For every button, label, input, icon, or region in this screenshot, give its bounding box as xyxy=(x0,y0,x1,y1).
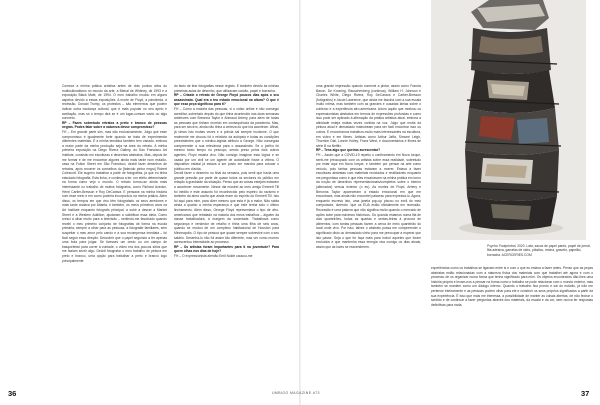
magazine-issue-label: UMBIGO MAGAZINE #73 xyxy=(272,391,320,395)
artwork-photo xyxy=(431,0,586,240)
page-number-right: 37 xyxy=(581,389,590,398)
caption-details: nd, 2020. Lata, sacos de papel pardo, papel de jornal, fita adesiva, garrafas de vidro, plástico, resina, graveto, papelão, borracha. ACERCERIES.COM xyxy=(487,244,591,257)
interview-paragraph: do facto de tirar fotografias nesse registo. E também devido às minhas primeiras aulas de desenho, que utilizavam carvão, papel e borracha. xyxy=(174,84,279,93)
interview-paragraph: uma grande impressão quando comecei a pintar, assim como Francis Bacon, De Kooning, Rauschenberg (continua), William H. Johnson e Charles White, Diego Rivera, Roy DeCarava e Cartier-Bresson (fotógrafos) e Jacob Lawrence, que ainda me fascina com a sua escala muito íntima, mas também com as grandes e ousadas ideias sobre o cubismo e a experiência afro-americana. Adoro aquilo que motivou os expressionistas abstratos em termos de expressões profundas e como isso pode ser aplicado à afirmação da prática artística atual, embora a afinidade esteja muitas vezes contida na voz. Julgo que muita da pintura atual é demasiado mainstream para ser fácil encontrar isso ou outros. E encontramos trabalhos muito mais interessantes na escultura, em vídeo e em filmes. Artistas como Arthur Jaffa, Simone Leigh, Thornton Dial, Lonnie Holley, Franz West, e documentários e filmes de série B na Netflix. xyxy=(316,84,421,148)
interview-question: RP – Criaste o retrato de George Floyd poucos dias após o seu assassinato. Qual era o teu estado emocional na altura? O que é que essa peça significou para ti? xyxy=(174,93,279,107)
page-number-left: 36 xyxy=(8,389,17,398)
text-column-2 xyxy=(174,84,279,384)
interview-paragraph: experiências como os trabalhos se ligavam entre si e com o que eu estava a fazer antes. Penso que as peças abstratas estão relacionadas com a natureza física dos materiais com que trabalhei até agora e com o processo de os organizar numa forma que tenha significado para mim. Os objetos encontrados dão-lhes uma história própria e levam-nos a pensar na forma como o trabalho se pode relacionar com o mundo exterior, mas também se mantém como um diálogo interno. Quando o trabalho fica pronto e sai do estúdio, já não me pertence inteiramente e as pessoas podem olhar para ele e construir os seus próprios significados a partir da sua experiência. É isso que mais me interessa, a possibilidade de manter as coisas abertas, de não fechar o sentido e de continuar a fazer perguntas através dos materiais, da escala e da cor, sem nunca ter respostas definitivas para nada. xyxy=(431,266,593,307)
text-column-4 xyxy=(431,266,593,384)
text-column-3 xyxy=(316,84,421,384)
text-column-1 xyxy=(62,84,167,384)
interview-paragraph: FH – Em grande parte sim, mas são exclusivamente. Julgo que esse compromisso é igualmente forte quando se trata de experimentar diferentes materiais. É a minha temática também tem variado, embora a maior parte da minha produção seja na área do retrato. A minha primeira exposição na Diego Rivera Gallery, do San Francisco Art Institute, consistiu em esculturas e desenhos abstratos. Mas, depois de me formar e de me encontrar algures ainda mais tarde num estúdio-casa na Fulton Street em São Francisco, decidi fazer desenhos de retratos, após recorrer os conselhos do [falecido pintor negro] Robert Colescott. Ele sugeriu trabalhar a partir de fotografias, já que eu tinha estudado fotografia. Esta linha, e continua a ter, um efeito determinante na forma como vejo o mundo. O retrato tornou-se ainda mais interessante no trabalho de muitos fotógrafos, como Richard Avedon, Henri Cartier-Bresson e Roy DeCarava. E pensava na minha história com esse meio e em como poderia incorporá-lo na minha prática. Além disso, os tempos em que vivo têm fotografado os seus arredores e mais tarde andava por Atlanta, e também, os meus primeiros anos na Art Institute enquanto fotógrafo principal, a subir a descer a Market Street e a Western Addition, ajudaram a solidificar essa ideia. Como cresci a olhar muito para a televisão – sentindo-me fascinado quando recebi o meu primeiro conjunto de fotografias de forma na escola primária, sempre a olhar para as pessoas, a fotografar familiares, sem suspeitar o meu amor pelo cando e a sua recompensa imediata – foi fácil seguir essa direção. Descobrir que o papel seguindo a fer apenas uma bola para julgar. Se tivesses um cesto ou um campo de basquetebol para correr à vontade, o vídeo era dos poucos sítios que me faziam sentir algo. Decidi fotografar o meu trabalho de pintura em preto e branco, uma opção para trabalhar a preto e branco logo principalmente xyxy=(62,129,167,263)
interview-question: RP – Fazes sobretudo retratos a preto e branco de pessoas negras. Podes falar sobre a natureza desse compromisso? xyxy=(62,120,167,130)
interview-paragraph: FH – Como a maioria das pessoas, vi o vídeo online e não consegui acreditar, sobretudo depois do que tinha acontecido nas duas semanas anteriores com Breonna Taylor e Ahmaud Arbery, para além de todas as pessoas que tinham morrido em consequência da pandemia. Mas, para ser sincero, ainda não tinha a certeza do que iria acontecer. Afinal, já vimos isto muitas vezes e a polícia sai sempre incólume. O que realmente me chocou foi o relatório da autópsia e todas as condições preexistentes que o médico-legista atribuiu a George. Não conseguia compreender a sua relevância para o assassinato. Se o joelho foi mesmo tanto tempo no pescoço, sendo preso pelos dois outros agentes, Floyd estaria vivo. Não consigo imaginar esta lógica e se usada por um civil se um agente de autoridade fosse a vítima. O dispositivo estatal já estava a ser posto em marcha para colocar o público em dúvida. xyxy=(174,106,279,171)
artwork-caption xyxy=(487,244,592,257)
interview-paragraph: Comece a minha prática artística antes de dois pontos altos do multiculturalismo no mundo da arte, a Bienal de Whitney, de 1993 e a exposição Black Male, de 1994. O meu trabalho mudou em alguns aspetos devido a essas exposições. A morte de Floyd, a pandemia, a recessão, Donald Trump, os protestos – são elementos que podem indicar outra mudança cultural, que é mais popular no seu apelo e aceitação, mas só o tempo dirá se é um lugar-comum vazio ou algo concreto. xyxy=(62,84,167,121)
interview-question: RP – Os artistas foram importantes para ti na juventude? Para quem olhas nos dias de hoje? xyxy=(174,244,279,254)
caption-title: Psycho Footprint xyxy=(487,244,512,248)
interview-paragraph: Decidi fazer o desenho no final da semana, pois senti que havia uma grande pressão por parte de quase todos os sectores do público em relação à gravidade da situação. Penso que as coisas estejam estavam a acontecer novamente. Nesse dia mostrei ao meu amigo Emmett Till foi inédito e este assunto foi reconhecido pelo espetro do racismo e também da alma oculta que ainda eram do espírito do Emmett Till. Isto foi aqui para mim, para dizer mesmo que esta é já a maior. Não sabia ainda a quanto a minha esperança e que este tenha sido o último linchamento. Além disso, George Floyd representava o tipo de afro-americanos que retratado na maioria dos meus trabalhos – alguém da classe trabalhadora, à margem da sociedade. Trabalhava como segurança e vendedor de retalho e tinha uma filha de seis anos, quando se mudou de um complexo habitacional de Houston para Minneapolis. O tipo de pessoa que quase sempre sobrevive com o seu salário. Desenhá-lo não foi assim tão diferente, mas ver como morreu acrescentou intensidade ao processo. xyxy=(174,171,279,245)
page-gutter xyxy=(299,0,301,405)
interview-paragraph: FH – Assim que a COVID-19 repetiu o confinamento em Nova Iorque, senti-me preocupado com os artistas sobre essa realidade, sobretudo por estar aqui em Nova Iorque, e também por pensar na arte como veículo, pois tantas pessoas estavam a morrer. Estava a fazer esculturas abstratas com materiais reciclados e reutilizáveis enquanto me perguntava como é que eles encaixavam na minha prática em torno da noção de desenhos representacionais/completos sobre o interior (alienados) versus exterior (o eu). As mortes de Floyd, Arbery e Breonna Taylor apareceram a estado emocional em que me encontrava, mas ainda não encontrei palavras para expressá-lo. Agora, enquanto escrevo isto, uma janela pop-up piscou no ecrã do meu computador, dizendo: 'que os EUA estão oficialmente em recessão. Recessão é uma palavra que não significa muito quando o mercado de ações sobe para máximos históricos. Ou quando estamos numa fila de dois quarteirões, todas as quartas e sextas-feiras à procura de alimentos, com tantas pessoas fazem a cerca de meio quarteirão do local onde vivo. Por isso, talvez o abstrato possa me compreender o significado disto ou demasiado vinho para me preocupar a esperar que isto passe. Seja o que for faça mais para incluir aqueles que foram excluídos e que mantenha essa energia viva comigo os dias atuais, assim que as luzes se reacenderem. xyxy=(316,152,421,249)
interview-paragraph: FH – O expressionista alemão Emil Nolde causou-me xyxy=(174,253,253,258)
interview-question: RP – Tens algo que queiras acrescentar? xyxy=(316,148,381,153)
wrapped-sculpture-image xyxy=(431,0,586,240)
